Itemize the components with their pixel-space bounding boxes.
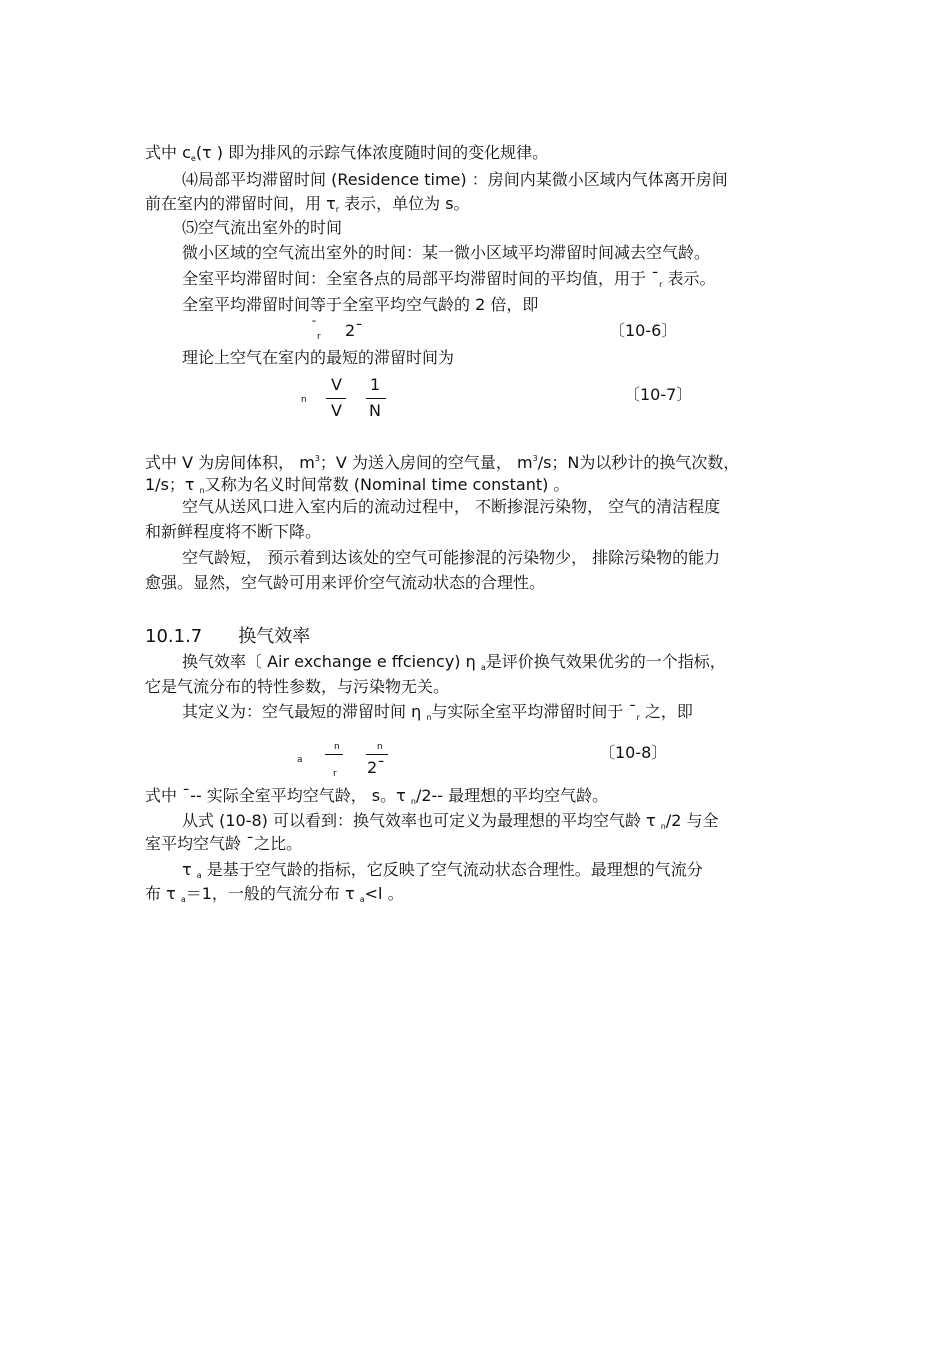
superscript: 3: [532, 454, 538, 463]
text-fragment: 前在室内的滞留时间，用 τ: [145, 194, 336, 213]
text-fragment: 从式 (10-8) 可以看到：换气效率也可定义为最理想的平均空气龄 τ: [182, 811, 661, 830]
text-fragment: 是评价换气效果优劣的一个指标，: [485, 652, 726, 671]
text-line: 室平均空气龄 ¯之比。: [145, 834, 303, 853]
subscript: a: [180, 895, 186, 904]
text-fragment: /s；N为以秒计的换气次数，: [537, 453, 740, 472]
numerator: 1: [370, 375, 381, 394]
subscript: n: [426, 713, 432, 722]
text-fragment: 式中 V 为房间体积， m: [145, 453, 315, 472]
bar-symbol: ¯: [311, 319, 317, 333]
numerator: V: [331, 375, 342, 394]
subscript: a: [359, 895, 365, 904]
text-fragment: 表示。: [662, 269, 716, 288]
subscript: r: [636, 713, 640, 722]
subscript: a: [480, 663, 486, 672]
text-line: 空气龄短， 预示着到达该处的空气可能掺混的污染物少， 排除污染物的能力: [182, 548, 721, 567]
fraction-bar: [366, 398, 386, 399]
text-line: [145, 449, 739, 473]
denominator: 2¯: [367, 758, 386, 777]
superscript: 3: [314, 454, 320, 463]
text-fragment: /2 与全: [665, 811, 719, 830]
text-line: [182, 860, 703, 886]
subscript: r: [659, 280, 663, 289]
numerator: n: [334, 742, 340, 752]
text-fragment: 与实际全室平均滞留时间于 ¯: [431, 702, 637, 721]
text-fragment: <l 。: [364, 884, 404, 903]
text-line: [182, 652, 726, 678]
text-line: [145, 884, 404, 910]
denominator: V: [331, 401, 342, 420]
text-fragment: τ: [182, 860, 197, 879]
fraction-bar: [326, 398, 346, 399]
text-fragment: /2-- 最理想的平均空气龄。: [415, 786, 609, 805]
text-line: 和新鲜程度将不断下降。: [145, 522, 322, 541]
text-fragment: 其定义为：空气最短的滞留时间 η: [182, 702, 427, 721]
equation-number: 〔10-8〕: [599, 743, 668, 762]
subscript: r: [335, 205, 340, 214]
text-line: 全室平均滞留时间等于全室平均空气龄的 2 倍，即: [182, 295, 539, 314]
text-fragment: 又称为名义时间常数 (Nominal time constant) 。: [204, 475, 570, 494]
text-fragment: ；V 为送入房间的空气量， m: [319, 453, 533, 472]
text-line: [182, 702, 693, 728]
text-fragment: 表示，单位为 s。: [339, 194, 470, 213]
text-line: [145, 194, 470, 220]
text-fragment: 是基于空气龄的指标，它反映了空气流动状态合理性。最理想的气流分: [201, 860, 703, 879]
subscript: e: [190, 154, 196, 163]
text-fragment: 全室平均滞留时间：全室各点的局部平均滞留时间的平均值，用于 ¯: [182, 269, 660, 288]
text-fragment: ＝1，一般的气流分布 τ: [185, 884, 360, 903]
text-fragment: 换气效率〔 Air exchange e ffciency) η: [182, 652, 481, 671]
text-line: 微小区域的空气流出室外的时间：某一微小区域平均滞留时间减去空气龄。: [182, 243, 711, 262]
subscript: n: [660, 822, 666, 831]
subscript: r: [317, 332, 321, 342]
text-line: [182, 269, 715, 295]
equation-rhs: 2¯: [345, 321, 364, 340]
numerator: n: [377, 742, 383, 752]
section-heading: [145, 626, 310, 648]
text-line: ⑸空气流出室外的时间: [182, 218, 343, 237]
text-fragment: 之，即: [639, 702, 693, 721]
section-number: 10.1.7: [145, 626, 203, 647]
text-fragment: 式中 c: [145, 143, 191, 162]
subscript: a: [196, 871, 202, 880]
text-line: 空气从送风口进入室内后的流动过程中， 不断掺混污染物， 空气的清洁程度: [182, 497, 721, 516]
text-line: 理论上空气在室内的最短的滞留时间为: [182, 348, 455, 367]
text-fragment: 布 τ: [145, 884, 181, 903]
equation-number: 〔10-7〕: [624, 385, 693, 404]
text-fragment: 1/s；τ: [145, 475, 200, 494]
text-line: [145, 786, 608, 812]
subscript: n: [301, 395, 307, 405]
fraction-bar: [366, 754, 388, 755]
fraction-bar: [325, 754, 343, 755]
subscript: n: [410, 797, 416, 806]
text-line: 它是气流分布的特性参数，与污染物无关。: [145, 677, 450, 696]
denominator: N: [369, 401, 381, 420]
section-title: 换气效率: [238, 626, 311, 647]
text-fragment: 式中 ¯-- 实际全室平均空气龄， s。τ: [145, 786, 411, 805]
text-line: [145, 143, 548, 169]
subscript: a: [297, 755, 303, 765]
text-fragment: (τ ) 即为排风的示踪气体浓度随时间的变化规律。: [195, 143, 549, 162]
text-line: 愈强。显然，空气龄可用来评价空气流动状态的合理性。: [145, 573, 546, 592]
subscript: n: [199, 486, 205, 495]
subscript: r: [333, 769, 337, 779]
equation-number: 〔10-6〕: [609, 321, 678, 340]
text-line: ⑷局部平均滞留时间 (Residence time) ：房间内某微小区域内气体离开房间: [182, 170, 728, 189]
